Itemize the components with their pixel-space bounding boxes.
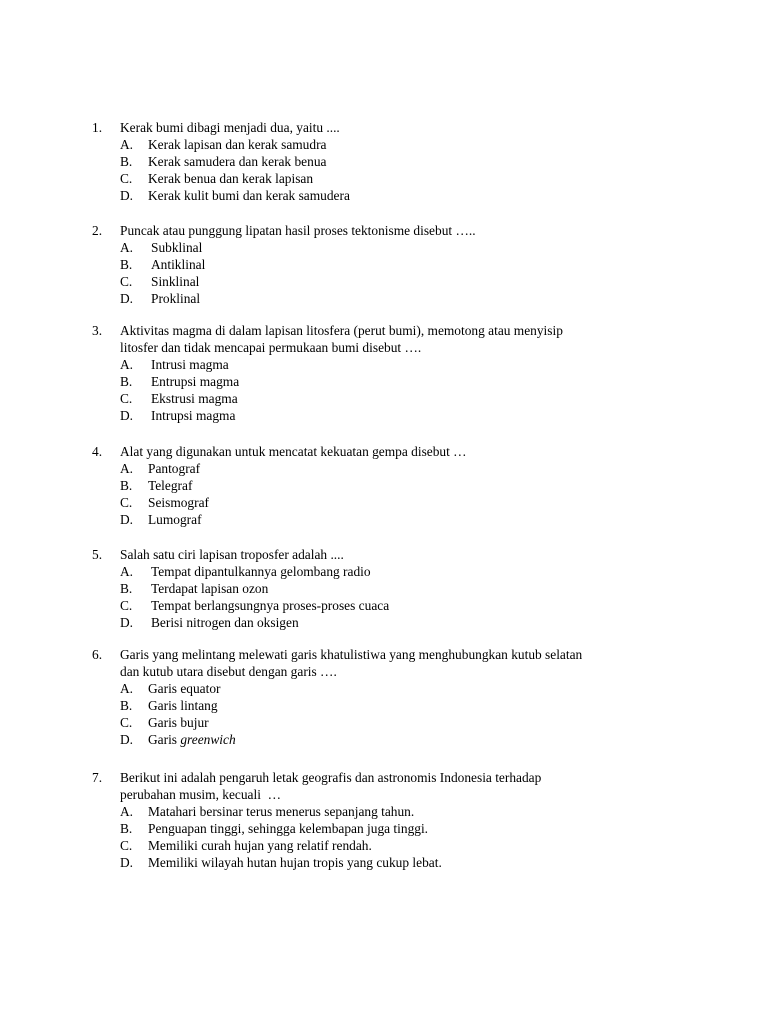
option-c — [120, 714, 672, 731]
question-stem — [92, 119, 672, 136]
question-stem — [92, 546, 672, 563]
question-text: litosfer dan tidak mencapai permukaan bumi disebut …. — [120, 340, 422, 355]
option-text: Memiliki wilayah hutan hujan tropis yang cukup lebat. — [148, 855, 442, 870]
question-text: Puncak atau punggung lipatan hasil proses tektonisme disebut ….. — [120, 223, 476, 238]
option-text: Ekstrusi magma — [151, 391, 238, 406]
option-b — [120, 373, 672, 390]
option-letter: C. — [120, 171, 133, 186]
option-list — [120, 460, 672, 528]
option-text: Memiliki curah hujan yang relatif rendah. — [148, 838, 372, 853]
option-text: Pantograf — [148, 461, 201, 476]
question-text: Salah satu ciri lapisan troposfer adalah .... — [120, 547, 344, 562]
question-stem — [92, 646, 672, 663]
question-number: 1. — [92, 120, 103, 135]
question-6 — [92, 646, 672, 748]
option-text-italic: greenwich — [180, 732, 236, 747]
option-letter: A. — [120, 357, 134, 372]
question-text: Kerak bumi dibagi menjadi dua, yaitu .... — [120, 120, 340, 135]
option-d — [120, 187, 672, 204]
option-b — [120, 477, 672, 494]
question-text: perubahan musim, kecuali … — [120, 787, 282, 802]
question-5 — [92, 546, 672, 631]
option-list — [120, 239, 672, 307]
option-text: Subklinal — [151, 240, 203, 255]
question-stem-continued — [92, 339, 672, 356]
option-text: Berisi nitrogen dan oksigen — [151, 615, 299, 630]
option-text: Antiklinal — [151, 257, 206, 272]
option-letter: D. — [120, 408, 134, 423]
option-text: Tempat berlangsungnya proses-proses cuaca — [151, 598, 390, 613]
option-text: Intrupsi magma — [151, 408, 236, 423]
option-list — [120, 563, 672, 631]
option-text: Tempat dipantulkannya gelombang radio — [151, 564, 371, 579]
option-a — [120, 239, 672, 256]
option-list — [120, 680, 672, 748]
option-text: Seismograf — [148, 495, 209, 510]
question-number: 6. — [92, 647, 103, 662]
question-stem-continued — [92, 786, 672, 803]
option-text: Kerak kulit bumi dan kerak samudera — [148, 188, 350, 203]
question-text: dan kutub utara disebut dengan garis …. — [120, 664, 337, 679]
question-text: Berikut ini adalah pengaruh letak geografis dan astronomis Indonesia terhadap — [120, 770, 542, 785]
option-letter: B. — [120, 154, 133, 169]
option-list — [120, 136, 672, 204]
option-text: Garis — [148, 732, 181, 747]
option-d — [120, 731, 672, 748]
option-text: Penguapan tinggi, sehingga kelembapan juga tinggi. — [148, 821, 429, 836]
option-text: Sinklinal — [151, 274, 200, 289]
option-letter: C. — [120, 715, 133, 730]
option-c — [120, 597, 672, 614]
question-number: 3. — [92, 323, 103, 338]
option-text: Kerak samudera dan kerak benua — [148, 154, 327, 169]
option-d — [120, 854, 672, 871]
option-a — [120, 680, 672, 697]
option-letter: A. — [120, 681, 134, 696]
question-2 — [92, 222, 672, 307]
option-c — [120, 390, 672, 407]
option-text: Garis equator — [148, 681, 221, 696]
question-stem — [92, 322, 672, 339]
option-letter: B. — [120, 581, 133, 596]
option-list — [120, 803, 672, 871]
option-text: Lumograf — [148, 512, 202, 527]
option-c — [120, 837, 672, 854]
option-text: Intrusi magma — [151, 357, 229, 372]
option-text: Proklinal — [151, 291, 201, 306]
question-number: 2. — [92, 223, 103, 238]
option-letter: D. — [120, 855, 134, 870]
option-letter: B. — [120, 257, 133, 272]
question-text: Garis yang melintang melewati garis khatulistiwa yang menghubungkan kutub selatan — [120, 647, 583, 662]
option-letter: D. — [120, 291, 134, 306]
option-b — [120, 697, 672, 714]
option-a — [120, 136, 672, 153]
option-d — [120, 407, 672, 424]
option-c — [120, 170, 672, 187]
option-d — [120, 290, 672, 307]
option-b — [120, 820, 672, 837]
option-text: Telegraf — [148, 478, 193, 493]
option-b — [120, 580, 672, 597]
question-stem — [92, 769, 672, 786]
option-d — [120, 511, 672, 528]
question-number: 5. — [92, 547, 103, 562]
question-number: 7. — [92, 770, 103, 785]
option-letter: D. — [120, 615, 134, 630]
option-letter: D. — [120, 188, 134, 203]
option-a — [120, 563, 672, 580]
option-a — [120, 803, 672, 820]
option-text: Garis bujur — [148, 715, 209, 730]
option-letter: D. — [120, 732, 134, 747]
question-4 — [92, 443, 672, 528]
option-letter: A. — [120, 461, 134, 476]
option-letter: C. — [120, 598, 133, 613]
option-letter: D. — [120, 512, 134, 527]
option-a — [120, 460, 672, 477]
option-letter: C. — [120, 838, 133, 853]
option-text: Matahari bersinar terus menerus sepanjang tahun. — [148, 804, 415, 819]
question-7 — [92, 769, 672, 871]
option-text: Garis lintang — [148, 698, 218, 713]
question-stem — [92, 222, 672, 239]
question-text: Alat yang digunakan untuk mencatat kekuatan gempa disebut … — [120, 444, 467, 459]
question-number: 4. — [92, 444, 103, 459]
option-list — [120, 356, 672, 424]
option-letter: A. — [120, 137, 134, 152]
option-d — [120, 614, 672, 631]
option-text: Kerak benua dan kerak lapisan — [148, 171, 314, 186]
option-letter: A. — [120, 240, 134, 255]
option-letter: C. — [120, 274, 133, 289]
option-b — [120, 256, 672, 273]
option-letter: B. — [120, 821, 133, 836]
option-text: Terdapat lapisan ozon — [151, 581, 269, 596]
question-1 — [92, 119, 672, 204]
option-a — [120, 356, 672, 373]
question-stem-continued — [92, 663, 672, 680]
option-letter: B. — [120, 698, 133, 713]
option-c — [120, 273, 672, 290]
question-3 — [92, 322, 672, 424]
option-letter: C. — [120, 391, 133, 406]
option-letter: A. — [120, 564, 134, 579]
question-stem — [92, 443, 672, 460]
question-text: Aktivitas magma di dalam lapisan litosfera (perut bumi), memotong atau menyisip — [120, 323, 563, 338]
option-text: Kerak lapisan dan kerak samudra — [148, 137, 327, 152]
option-letter: C. — [120, 495, 133, 510]
option-letter: B. — [120, 374, 133, 389]
option-b — [120, 153, 672, 170]
option-c — [120, 494, 672, 511]
option-letter: B. — [120, 478, 133, 493]
option-letter: A. — [120, 804, 134, 819]
option-text: Entrupsi magma — [151, 374, 240, 389]
